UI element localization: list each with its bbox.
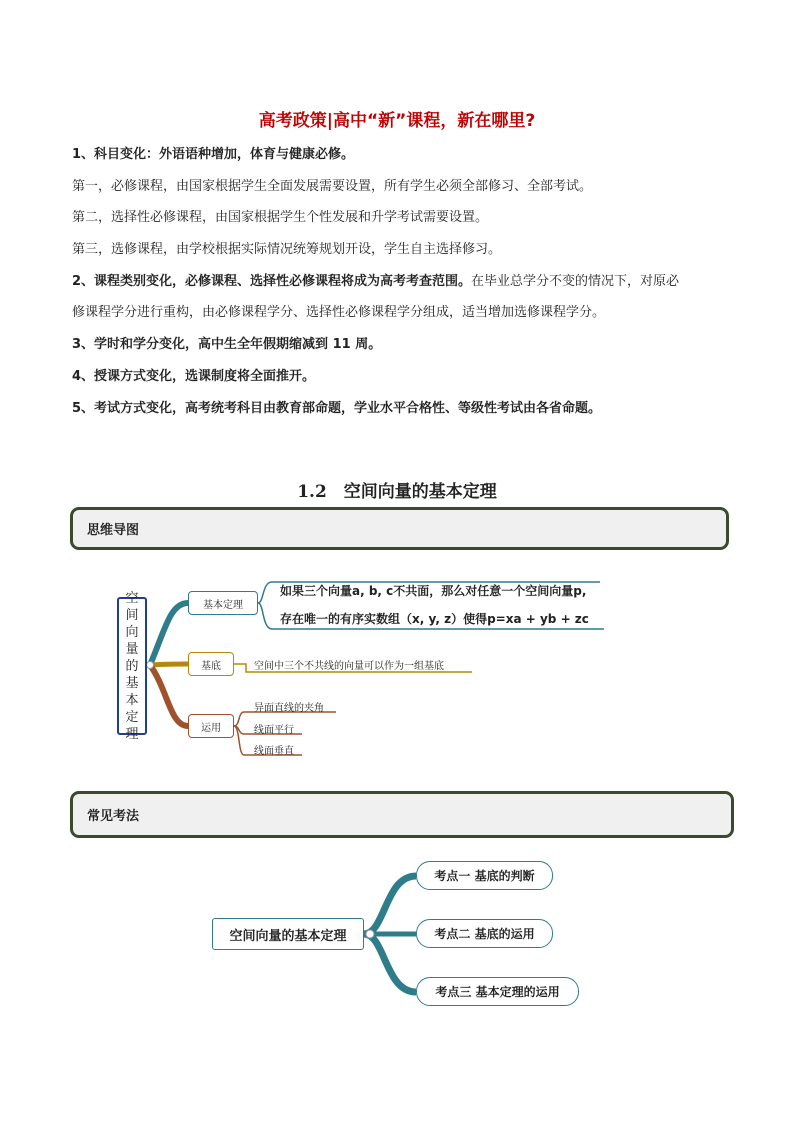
mindmap-branch-usage-label: 运用 xyxy=(201,722,221,734)
kaofa-item-3 xyxy=(416,977,579,1006)
mindmap-branch-gold xyxy=(150,664,188,665)
mindmap-branch-basis-label: 基底 xyxy=(201,660,221,672)
mindmap-branch-red xyxy=(150,665,188,726)
kaofa-item-2 xyxy=(416,919,553,948)
kaofa-item-3-label: 考点三 基本定理的运用 xyxy=(435,985,560,999)
kaofa-item-1 xyxy=(416,861,553,890)
kaofa-panel-title: 常见考法 xyxy=(87,809,140,824)
mindmap-root xyxy=(117,590,147,742)
kaofa-root-label: 空间向量的基本定理 xyxy=(229,928,347,944)
kaofa-connectors xyxy=(0,850,794,1020)
policy-item-2-bold: 2、课程类别变化，必修课程、选择性必修课程将成为高考考查范围。 xyxy=(72,274,472,289)
mindmap-usage-leaf-1: 异面直线的夹角 xyxy=(254,703,324,714)
mindmap-usage-leaf-2: 线面平行 xyxy=(254,725,294,736)
section-title: 1.2 空间向量的基本定理 xyxy=(297,482,497,502)
policy-item-4: 4、授课方式变化，选课制度将全面推开。 xyxy=(72,369,316,384)
policy-item-3: 3、学时和学分变化，高中生全年假期缩减到 11 周。 xyxy=(72,337,382,352)
mindmap-branch-basic-theorem xyxy=(188,591,258,615)
kaofa-branch-1 xyxy=(364,876,416,934)
mindmap-panel-header xyxy=(70,507,729,550)
mindmap-branch-basic-theorem-label: 基本定理 xyxy=(203,599,243,611)
policy-title: 高考政策|高中“新”课程，新在哪里? xyxy=(258,111,536,131)
kaofa-item-1-label: 考点一 基底的判断 xyxy=(434,869,535,883)
kaofa-root-dot xyxy=(366,930,374,938)
kaofa-branch-3 xyxy=(364,934,416,992)
policy-item-2-line2: 修课程学分进行重构，由必修课程学分、选择性必修课程学分组成，适当增加选修课程学分。 xyxy=(72,305,606,320)
mindmap-theorem-line1: 如果三个向量a, b, c不共面，那么对任意一个空间向量p, xyxy=(280,584,587,598)
mindmap-usage-leaf-3: 线面垂直 xyxy=(254,746,294,757)
kaofa-root xyxy=(212,918,364,950)
mindmap-branch-usage xyxy=(188,714,234,738)
policy-item-2-rest: 在毕业总学分不变的情况下，对原必 xyxy=(471,274,680,289)
policy-item-2 xyxy=(72,272,732,292)
mindmap-theorem-line2: 存在唯一的有序实数组（x, y, z）使得p=xa + yb + zc xyxy=(280,612,589,626)
policy-paragraph-2: 第二，选择性必修课程，由国家根据学生个性发展和升学考试需要设置。 xyxy=(72,210,489,225)
policy-paragraph-3: 第三，选修课程，由学校根据实际情况统筹规划开设，学生自主选择修习。 xyxy=(72,242,502,257)
policy-paragraph-1: 第一，必修课程，由国家根据学生全面发展需要设置，所有学生必须全部修习、全部考试。 xyxy=(72,179,593,194)
mindmap-branch-teal xyxy=(150,603,188,665)
mindmap-branch-basis xyxy=(188,652,234,676)
policy-item-1: 1、科目变化：外语语种增加，体育与健康必修。 xyxy=(72,147,355,162)
kaofa-item-2-label: 考点二 基底的运用 xyxy=(434,927,535,941)
mindmap-panel-title: 思维导图 xyxy=(87,523,140,538)
policy-item-5: 5、考试方式变化，高考统考科目由教育部命题，学业水平合格性、等级性考试由各省命题。 xyxy=(72,401,602,416)
mindmap-basis-leaf: 空间中三个不共线的向量可以作为一组基底 xyxy=(254,661,444,672)
mindmap-root-dot xyxy=(147,662,154,669)
kaofa-panel-header xyxy=(70,791,734,838)
mindmap-root-label: 空间向量的基本定理 xyxy=(125,590,139,742)
